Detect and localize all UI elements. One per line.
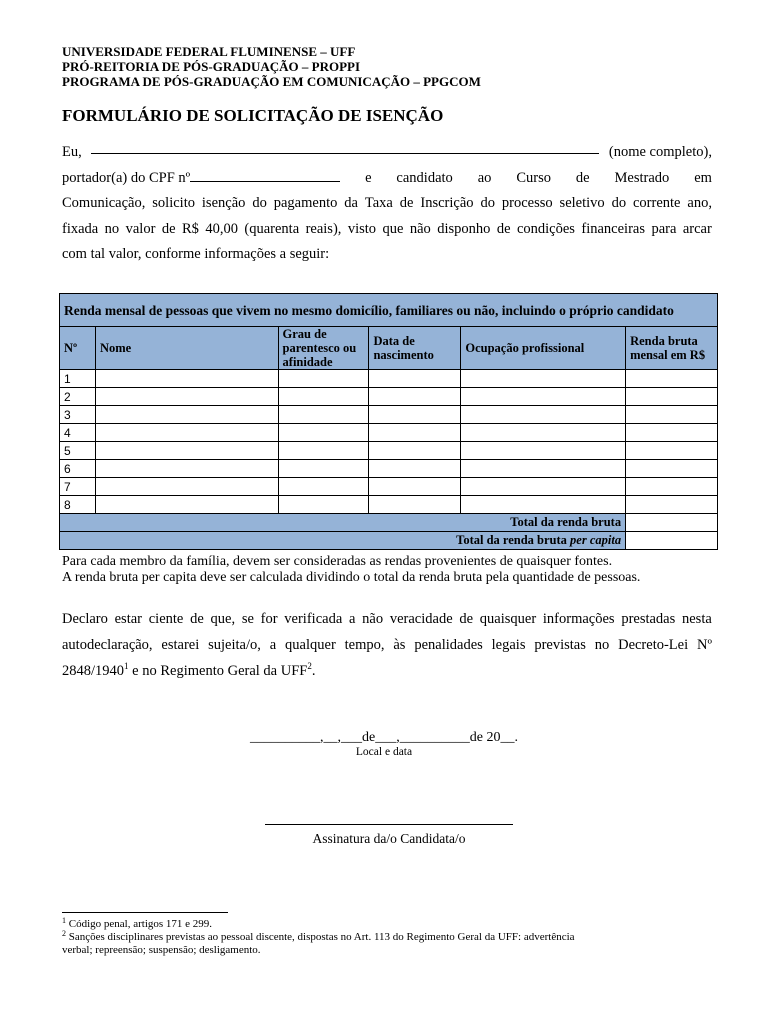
intro-l4-word: reais),: [305, 220, 342, 237]
declaration-line-2: [62, 632, 712, 658]
column-header: Nome: [95, 327, 278, 370]
declaration-l2-word: a: [269, 637, 277, 653]
entry-cell[interactable]: [461, 460, 626, 478]
entry-cell[interactable]: [278, 388, 369, 406]
intro-l4-word: visto: [347, 220, 377, 237]
table-body: [60, 370, 718, 514]
entry-cell[interactable]: [369, 424, 461, 442]
entry-cell[interactable]: [95, 496, 278, 514]
total-value-cell[interactable]: [626, 514, 718, 532]
entry-cell[interactable]: [461, 406, 626, 424]
intro-l4-word: (quarenta: [244, 220, 300, 237]
entry-cell[interactable]: [369, 460, 461, 478]
intro-l4-word: para: [651, 220, 677, 237]
entry-cell[interactable]: [278, 496, 369, 514]
declaration-l1-word: for: [260, 611, 278, 627]
declaration-l2-word: legais: [491, 637, 526, 653]
declaration-l1-word: verificada: [284, 611, 343, 627]
entry-cell[interactable]: [461, 478, 626, 496]
entry-cell[interactable]: [461, 370, 626, 388]
entry-cell[interactable]: [626, 460, 718, 478]
table-row: [60, 424, 718, 442]
signature-line[interactable]: [265, 824, 513, 825]
intro-l3-word: da: [344, 195, 358, 211]
intro-l3-word: do: [252, 195, 267, 211]
intro-l3-word: do: [480, 195, 495, 211]
declaration-l1-word: informações: [542, 611, 615, 627]
entry-cell[interactable]: [95, 442, 278, 460]
intro-paragraph: [62, 140, 712, 268]
full-name-blank[interactable]: [91, 140, 599, 154]
column-header: Grau de parentesco ou afinidade: [278, 327, 369, 370]
entry-cell[interactable]: [278, 442, 369, 460]
entry-cell[interactable]: [626, 496, 718, 514]
entry-cell[interactable]: [278, 370, 369, 388]
entry-cell[interactable]: [95, 460, 278, 478]
declaration-l1-word: a: [349, 611, 356, 627]
declaration-l1-word: de: [190, 611, 204, 627]
intro-l4-word: valor: [125, 220, 156, 237]
declaration-line-1: [62, 606, 712, 632]
table-title: Renda mensal de pessoas que vivem no mesmo domicílio, familiares ou não, incluindo o próprio candidato: [60, 294, 718, 327]
declaration-l2-word: Decreto-Lei: [618, 637, 689, 653]
table-row: [60, 496, 718, 514]
intro-l4-word: financeiras: [581, 220, 645, 237]
intro-l3-word: seletivo: [559, 195, 605, 211]
entry-cell[interactable]: [95, 406, 278, 424]
intro-l3-word: de: [399, 195, 414, 211]
row-number: 6: [60, 460, 96, 478]
per-capita-value-cell[interactable]: [626, 532, 718, 550]
table-row: [60, 370, 718, 388]
declaration-l2-word: Nº: [697, 637, 712, 653]
intro-line-3: [62, 191, 712, 217]
intro-l3-word: do: [611, 195, 627, 211]
intro-l2-word: Mestrado: [614, 169, 670, 186]
table-notes: [62, 554, 640, 586]
total-row: [60, 514, 718, 532]
intro-l3-word: pagamento: [273, 195, 338, 211]
intro-l4-word: fixada: [62, 220, 99, 237]
university-name: UNIVERSIDADE FEDERAL FLUMINENSE – UFF: [62, 44, 356, 59]
note-line-1: Para cada membro da família, devem ser consideradas as rendas provenientes de quaisquer fontes.: [62, 554, 613, 569]
entry-cell[interactable]: [278, 406, 369, 424]
declaration-l1-word: não: [362, 611, 384, 627]
declaration-l2-word: sujeita/o,: [208, 637, 261, 653]
entry-cell[interactable]: [278, 460, 369, 478]
intro-l4-word: R$: [181, 220, 199, 237]
column-header: Ocupação profissional: [461, 327, 626, 370]
institution-header: [62, 44, 481, 89]
declaration-l2-word: às: [393, 637, 406, 653]
intro-l4-word: que: [382, 220, 404, 237]
column-header: Renda bruta mensal em R$: [626, 327, 718, 370]
entry-cell[interactable]: [369, 388, 461, 406]
intro-l4-word: no: [104, 220, 120, 237]
intro-cpf-label: portador(a) do CPF nº: [62, 166, 340, 192]
entry-cell[interactable]: [369, 370, 461, 388]
declaration-l2-word: qualquer: [285, 637, 336, 653]
intro-line-4: [62, 217, 712, 243]
household-income-table: [59, 293, 718, 550]
intro-l2-word: de: [575, 169, 590, 186]
footnote-1: $^1$ Código penal, artigos 171 e 299.: [62, 916, 213, 930]
intro-l3-word: isenção: [201, 195, 246, 211]
intro-l4-word: arcar: [682, 220, 712, 237]
declaration-l1-word: quaisquer: [479, 611, 537, 627]
intro-line-5: com tal valor, conforme informações a seguir:: [62, 246, 330, 262]
intro-l4-word: de: [161, 220, 176, 237]
table-row: [60, 442, 718, 460]
entry-cell[interactable]: [626, 442, 718, 460]
entry-cell[interactable]: [95, 370, 278, 388]
entry-cell[interactable]: [95, 424, 278, 442]
table-row: [60, 478, 718, 496]
row-number: 8: [60, 496, 96, 514]
entry-cell[interactable]: [369, 496, 461, 514]
entry-cell[interactable]: [626, 406, 718, 424]
entry-cell[interactable]: [461, 388, 626, 406]
intro-l2-word: Curso: [516, 169, 551, 186]
declaration-l1-word: de: [459, 611, 474, 627]
entry-cell[interactable]: [461, 424, 626, 442]
cpf-blank[interactable]: [190, 168, 340, 182]
intro-eu: Eu,: [62, 144, 82, 160]
intro-l4-word: disponho: [437, 220, 491, 237]
declaration-l2-word: no: [594, 637, 610, 653]
declaration-l1-word: estar: [114, 611, 142, 627]
row-number: 1: [60, 370, 96, 388]
place-date-caption: Local e data: [355, 746, 413, 758]
intro-l3-word: processo: [501, 195, 553, 211]
total-label: Total da renda bruta: [60, 514, 626, 532]
declaration-l2-word: previstas: [534, 637, 586, 653]
per-capita-label: Total da renda bruta per capita: [60, 532, 626, 550]
program-name: PROGRAMA DE PÓS-GRADUAÇÃO EM COMUNICAÇÃO – PPGCOM: [62, 74, 481, 89]
form-title: FORMULÁRIO DE SOLICITAÇÃO DE ISENÇÃO: [62, 106, 444, 125]
row-number: 4: [60, 424, 96, 442]
declaration-l1-word: que,: [210, 611, 236, 627]
declaration-l2-word: penalidades: [414, 637, 483, 653]
intro-l4-word: de: [496, 220, 511, 237]
declaration-l1-word: nesta: [682, 611, 712, 627]
intro-nome-completo: (nome completo),: [608, 144, 712, 160]
declaration-line-3: 2848/1940$^1$ e no Regimento Geral da UFF$^2$.: [62, 661, 316, 679]
column-header: Data de nascimento: [369, 327, 461, 370]
intro-line-1: [62, 140, 712, 166]
entry-cell[interactable]: [369, 406, 461, 424]
intro-line-2: [62, 166, 712, 192]
table-row: [60, 406, 718, 424]
place-date-line[interactable]: __________,__,___de___,__________de 20__.: [250, 730, 518, 745]
declaration-l1-word: prestadas: [621, 611, 676, 627]
signature-caption: Assinatura da/o Candidata/o: [312, 831, 466, 846]
per-capita-row: [60, 532, 718, 550]
row-number: 7: [60, 478, 96, 496]
intro-l4-word: não: [409, 220, 431, 237]
declaration-l1-word: se: [241, 611, 254, 627]
note-line-2: A renda bruta per capita deve ser calculada dividindo o total da renda bruta pela quantidade de pessoas.: [62, 570, 641, 585]
declaration-l1-word: veracidade: [389, 611, 453, 627]
intro-l3-word: corrente: [633, 195, 681, 211]
entry-cell[interactable]: [278, 478, 369, 496]
entry-cell[interactable]: [626, 478, 718, 496]
intro-l3-word: ano,: [687, 195, 712, 211]
declaration-l2-word: tempo,: [344, 637, 385, 653]
intro-l3-word: Inscrição: [420, 195, 474, 211]
intro-l2-word: candidato: [396, 169, 453, 186]
row-number: 5: [60, 442, 96, 460]
footnote-2: $^2$ Sanções disciplinares previstas ao pessoal discente, dispostas no Art. 113 do Regimento Geral da UFF: advertência: [62, 929, 575, 943]
footnote-divider: [62, 912, 228, 913]
table-row: [60, 388, 718, 406]
intro-l3-word: solicito: [152, 195, 195, 211]
entry-cell[interactable]: [626, 388, 718, 406]
entry-cell[interactable]: [95, 478, 278, 496]
declaration-paragraph: [62, 606, 712, 684]
table-header-row: [60, 327, 718, 370]
intro-l2-word: e: [365, 169, 372, 186]
intro-l2-word: ao: [477, 169, 492, 186]
entry-cell[interactable]: [461, 496, 626, 514]
footnote-2-cont: verbal; repreensão; suspensão; desligamento.: [62, 944, 261, 956]
entry-cell[interactable]: [461, 442, 626, 460]
footnotes: [62, 918, 575, 957]
entry-cell[interactable]: [95, 388, 278, 406]
pro-rectory-name: PRÓ-REITORIA DE PÓS-GRADUAÇÃO – PROPPI: [62, 59, 361, 74]
intro-l4-word: 40,00: [205, 220, 238, 237]
row-number: 2: [60, 388, 96, 406]
entry-cell[interactable]: [626, 424, 718, 442]
declaration-l2-word: estarei: [161, 637, 200, 653]
intro-l3-word: Taxa: [364, 195, 393, 211]
entry-cell[interactable]: [278, 424, 369, 442]
declaration-l1-word: ciente: [148, 611, 184, 627]
declaration-l1-word: Declaro: [62, 611, 108, 627]
row-number: 3: [60, 406, 96, 424]
intro-l2-word: em: [694, 169, 712, 186]
intro-l4-word: condições: [516, 220, 575, 237]
entry-cell[interactable]: [369, 478, 461, 496]
entry-cell[interactable]: [369, 442, 461, 460]
table-row: [60, 460, 718, 478]
declaration-l2-word: autodeclaração,: [62, 637, 153, 653]
entry-cell[interactable]: [626, 370, 718, 388]
intro-l3-word: Comunicação,: [62, 195, 146, 211]
column-header: Nº: [60, 327, 96, 370]
